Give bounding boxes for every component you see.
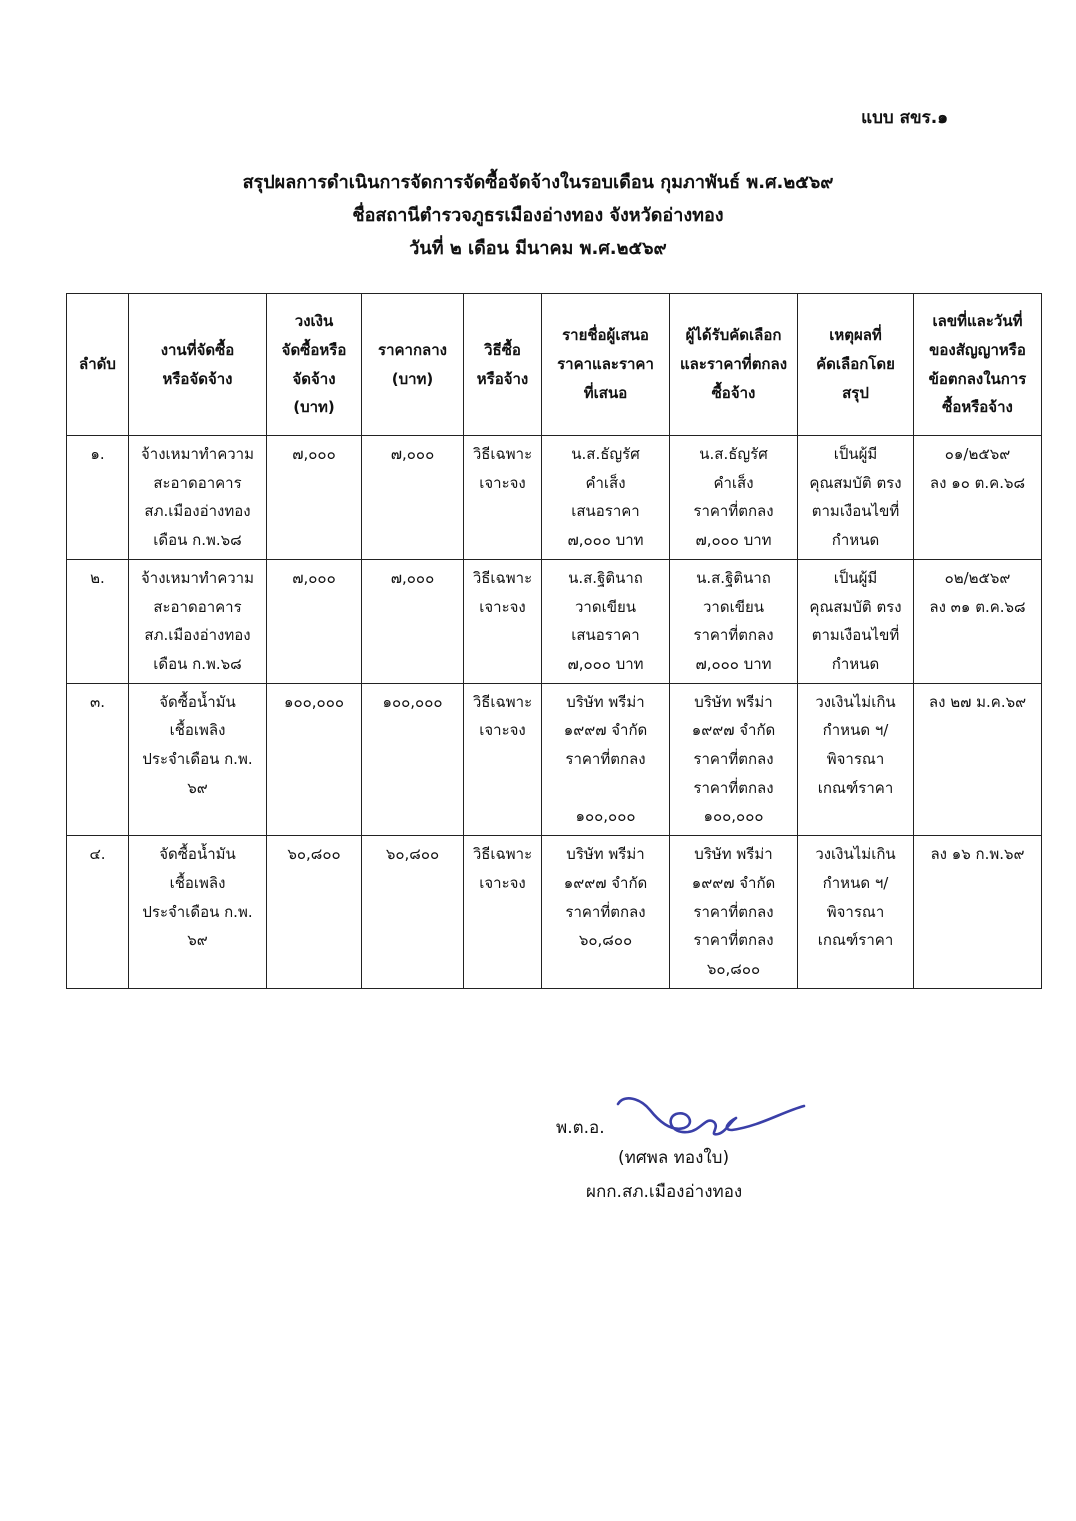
cell-bidders: บริษัท พรีม่า ๑๙๙๗ จำกัด ราคาที่ตกลง ๖๐,๘๐๐ <box>542 836 670 989</box>
cell-contract: ๐๑/๒๕๖๙ ลง ๑๐ ต.ค.๖๘ <box>914 436 1042 560</box>
cell-method: วิธีเฉพาะ เจาะจง <box>464 559 542 683</box>
header-method: วิธีซื้อ หรือจ้าง <box>464 294 542 436</box>
cell-selected: น.ส.ธัญรัศ คำเส็ง ราคาที่ตกลง ๗,๐๐๐ บาท <box>670 436 798 560</box>
header-budget: วงเงิน จัดซื้อหรือ จัดจ้าง (บาท) <box>267 294 362 436</box>
header-reason: เหตุผลที่ คัดเลือกโดย สรุป <box>798 294 914 436</box>
cell-budget: ๗,๐๐๐ <box>267 436 362 560</box>
title-line-2: ชื่อสถานีตำรวจภูธรเมืองอ่างทอง จังหวัดอ่างทอง <box>352 205 724 226</box>
handwritten-signature <box>610 1092 810 1140</box>
cell-reason: เป็นผู้มี คุณสมบัติ ตรง ตามเงือนไขที่ กำหนด <box>798 436 914 560</box>
cell-selected: น.ส.ฐิตินาถ วาดเขียน ราคาที่ตกลง ๗,๐๐๐ บาท <box>670 559 798 683</box>
table-header-row <box>67 294 1042 436</box>
signer-name: (ทศพล ทองใบ) <box>618 1148 730 1168</box>
cell-work: จัดซื้อน้ำมัน เชื้อเพลิง ประจำเดือน ก.พ. ๖๙ <box>129 683 267 836</box>
cell-median-price: ๗,๐๐๐ <box>362 436 464 560</box>
cell-budget: ๗,๐๐๐ <box>267 559 362 683</box>
cell-budget: ๑๐๐,๐๐๐ <box>267 683 362 836</box>
header-median-price: ราคากลาง (บาท) <box>362 294 464 436</box>
title-line-3: วันที่ ๒ เดือน มีนาคม พ.ศ.๒๕๖๙ <box>409 238 667 259</box>
document-title <box>0 166 1076 265</box>
cell-bidders: น.ส.ธัญรัศ คำเส็ง เสนอราคา ๗,๐๐๐ บาท <box>542 436 670 560</box>
cell-budget: ๖๐,๘๐๐ <box>267 836 362 989</box>
header-no: ลำดับ <box>67 294 129 436</box>
cell-reason: วงเงินไม่เกิน กำหนด ฯ/ พิจารณา เกณฑ์ราคา <box>798 836 914 989</box>
cell-median-price: ๑๐๐,๐๐๐ <box>362 683 464 836</box>
cell-selected: บริษัท พรีม่า ๑๙๙๗ จำกัด ราคาที่ตกลง ราคาที่ตกลง ๑๐๐,๐๐๐ <box>670 683 798 836</box>
cell-no: ๔. <box>67 836 129 989</box>
table-row <box>67 836 1042 989</box>
table-row <box>67 559 1042 683</box>
cell-contract: ลง ๒๗ ม.ค.๖๙ <box>914 683 1042 836</box>
cell-contract: ลง ๑๖ ก.พ.๖๙ <box>914 836 1042 989</box>
form-code: แบบ สขร.๑ <box>861 108 948 128</box>
table-row <box>67 436 1042 560</box>
cell-method: วิธีเฉพาะ เจาะจง <box>464 683 542 836</box>
signature-block <box>500 1092 860 1212</box>
cell-reason: วงเงินไม่เกิน กำหนด ฯ/ พิจารณา เกณฑ์ราคา <box>798 683 914 836</box>
table-row <box>67 683 1042 836</box>
cell-median-price: ๖๐,๘๐๐ <box>362 836 464 989</box>
cell-no: ๒. <box>67 559 129 683</box>
cell-method: วิธีเฉพาะ เจาะจง <box>464 836 542 989</box>
signer-rank: พ.ต.อ. <box>556 1118 605 1138</box>
cell-contract: ๐๒/๒๕๖๙ ลง ๓๑ ต.ค.๖๘ <box>914 559 1042 683</box>
cell-no: ๑. <box>67 436 129 560</box>
cell-bidders: บริษัท พรีม่า ๑๙๙๗ จำกัด ราคาที่ตกลง ๑๐๐,๐๐๐ <box>542 683 670 836</box>
header-bidders: รายชื่อผู้เสนอ ราคาและราคา ที่เสนอ <box>542 294 670 436</box>
cell-method: วิธีเฉพาะ เจาะจง <box>464 436 542 560</box>
cell-work: จ้างเหมาทำความ สะอาดอาคาร สภ.เมืองอ่างทอง เดือน ก.พ.๖๘ <box>129 436 267 560</box>
cell-bidders: น.ส.ฐิตินาถ วาดเขียน เสนอราคา ๗,๐๐๐ บาท <box>542 559 670 683</box>
header-selected: ผู้ได้รับคัดเลือก และราคาที่ตกลง ซื้อจ้าง <box>670 294 798 436</box>
cell-work: จัดซื้อน้ำมัน เชื้อเพลิง ประจำเดือน ก.พ. ๖๙ <box>129 836 267 989</box>
cell-reason: เป็นผู้มี คุณสมบัติ ตรง ตามเงือนไขที่ กำหนด <box>798 559 914 683</box>
procurement-table <box>66 293 1042 989</box>
header-work: งานที่จัดซื้อ หรือจัดจ้าง <box>129 294 267 436</box>
header-contract: เลขที่และวันที่ ของสัญญาหรือ ข้อตกลงในการ ซื้อหรือจ้าง <box>914 294 1042 436</box>
title-line-1: สรุปผลการดำเนินการจัดการจัดซื้อจัดจ้างในรอบเดือน กุมภาพันธ์ พ.ศ.๒๕๖๙ <box>242 172 834 193</box>
cell-median-price: ๗,๐๐๐ <box>362 559 464 683</box>
cell-work: จ้างเหมาทำความ สะอาดอาคาร สภ.เมืองอ่างทอง เดือน ก.พ.๖๘ <box>129 559 267 683</box>
signer-position: ผกก.สภ.เมืองอ่างทอง <box>586 1182 743 1202</box>
cell-selected: บริษัท พรีม่า ๑๙๙๗ จำกัด ราคาที่ตกลง ราคาที่ตกลง ๖๐,๘๐๐ <box>670 836 798 989</box>
cell-no: ๓. <box>67 683 129 836</box>
